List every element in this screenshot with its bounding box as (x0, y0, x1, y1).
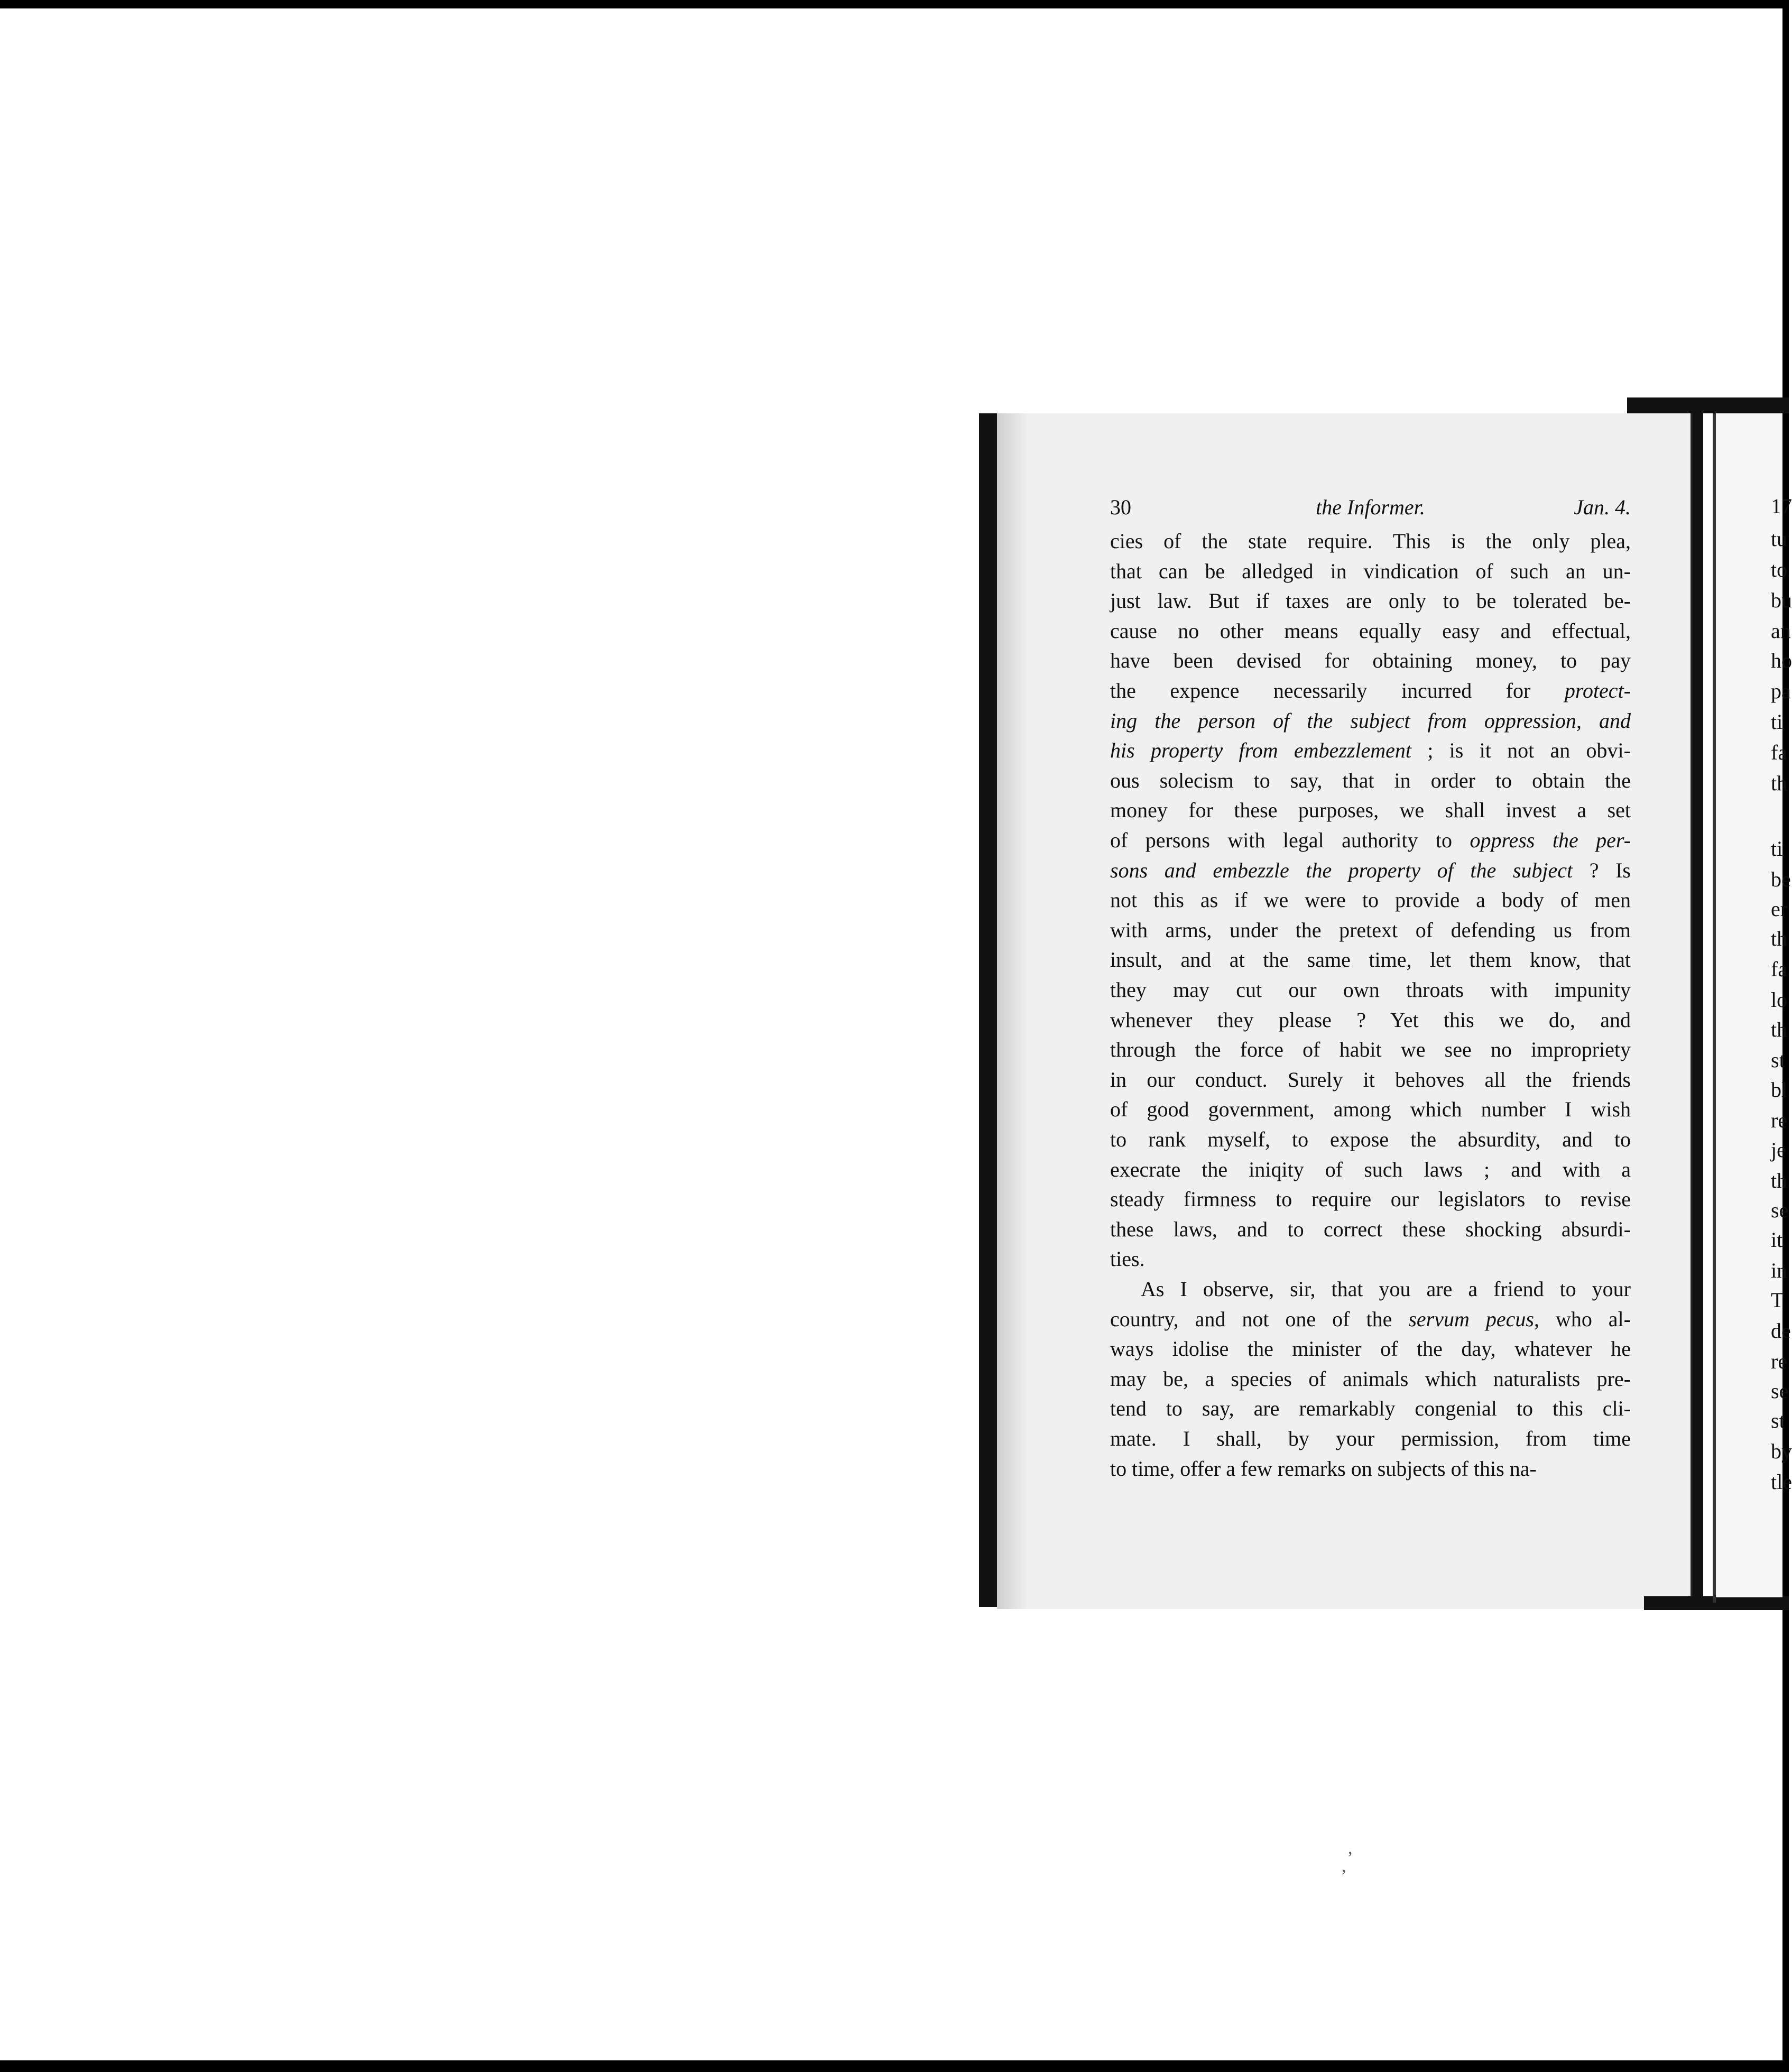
text-line: insult, and at the same time, let them know, that (1110, 948, 1631, 972)
text-line: that can be alledged in vindication of such an un- (1110, 559, 1631, 583)
right-page-bottom-edge (1644, 1596, 1789, 1610)
right-page-line-fragment: an (1771, 619, 1791, 643)
running-title: the Informer. (1316, 495, 1425, 519)
text-line: through the force of habit we see no impropriety (1110, 1038, 1631, 1062)
text-line: cies of the state require. This is the only plea, (1110, 529, 1631, 553)
scan-speck: , (1342, 1856, 1346, 1876)
text-line: may be, a species of animals which naturalists pre- (1110, 1366, 1631, 1391)
text-line: tend to say, are remarkably congenial to this cli- (1110, 1396, 1631, 1421)
text-line: just law. But if taxes are only to be tolerated be- (1110, 589, 1631, 613)
text-line: ous solecism to say, that in order to obtain the (1110, 768, 1631, 792)
right-page-line-fragment: to (1771, 558, 1788, 581)
right-page-line-fragment: by (1771, 1439, 1792, 1463)
text-line: not this as if we were to provide a body of men (1110, 888, 1631, 912)
scan-speck: , (1348, 1838, 1353, 1858)
text-line: country, and not one of the servum pecus, who al- (1110, 1307, 1631, 1331)
page-number: 30 (1110, 495, 1131, 519)
right-page-line-fragment: ho (1771, 649, 1792, 672)
text-line: execrate the iniqity of such laws ; and with a (1110, 1157, 1631, 1181)
text-line: ing the person of the subject from oppression, and (1110, 708, 1631, 733)
text-line: sons and embezzle the property of the subject ? Is (1110, 858, 1631, 882)
right-page-line-fragment: er (1771, 897, 1788, 921)
right-page-line-fragment: th (1771, 927, 1788, 950)
text-line: to time, offer a few remarks on subjects of this na- (1110, 1456, 1537, 1481)
text-line: ties. (1110, 1247, 1145, 1271)
right-page-line-fragment: bl (1771, 1078, 1788, 1102)
scan-frame-top (0, 0, 1789, 8)
book-spine-left (979, 413, 997, 1607)
text-line: steady firmness to require our legislators to revise (1110, 1187, 1631, 1211)
right-page-line-fragment: lo (1771, 988, 1788, 1012)
text-line: these laws, and to correct these shocking absurdi- (1110, 1217, 1631, 1241)
scan-frame-bottom (0, 2060, 1789, 2072)
right-page-line-fragment: re (1771, 1108, 1788, 1132)
text-line: As I observe, sir, that you are a friend to your (1141, 1277, 1631, 1301)
right-page-line-fragment: be (1771, 867, 1791, 891)
right-page-line-fragment: fa (1771, 957, 1788, 981)
text-line: with arms, under the pretext of defending us from (1110, 918, 1631, 942)
text-line: they may cut our own throats with impunity (1110, 978, 1631, 1002)
right-page-line-fragment: 17 (1771, 494, 1792, 518)
right-page-line-fragment: pa (1771, 679, 1791, 703)
right-page-line-fragment: de (1771, 1319, 1791, 1343)
left-page-gutter-shadow (997, 413, 1029, 1609)
text-line: money for these purposes, we shall invest a set (1110, 798, 1631, 822)
right-page-line-fragment: ti (1771, 710, 1783, 734)
right-page-line-fragment: se (1771, 1198, 1789, 1222)
text-line: of persons with legal authority to oppress the per- (1110, 828, 1631, 852)
right-page-line-fragment: je (1771, 1138, 1786, 1162)
text-line: whenever they please ? Yet this we do, and (1110, 1007, 1631, 1032)
right-page-line-fragment: se (1771, 1379, 1789, 1403)
issue-date: Jan. 4. (1574, 495, 1631, 519)
right-page-line-fragment: st (1771, 1409, 1785, 1432)
right-page-line-fragment: th (1771, 1169, 1788, 1192)
text-line: to rank myself, to expose the absurdity, and to (1110, 1127, 1631, 1151)
right-page-line-fragment: th (1771, 771, 1788, 795)
text-line: of good government, among which number I wish (1110, 1097, 1631, 1122)
text-line: the expence necessarily incurred for protect- (1110, 679, 1631, 702)
right-page-line-fragment: st (1771, 1048, 1785, 1072)
right-page-line-fragment: tu (1771, 527, 1788, 551)
right-page-top-edge (1627, 397, 1789, 413)
right-page-line-fragment: bu (1771, 588, 1792, 612)
right-page-line-fragment: fa (1771, 741, 1788, 764)
right-page-line-fragment: in (1771, 1259, 1788, 1282)
right-page-line-fragment: it (1771, 1228, 1783, 1252)
text-line: his property from embezzlement ; is it not an obvi- (1110, 738, 1631, 763)
right-page-line-fragment: th (1771, 1018, 1788, 1041)
text-line: mate. I shall, by your permission, from time (1110, 1427, 1631, 1450)
right-page-line-fragment: T (1771, 1288, 1784, 1312)
right-page-line-fragment: re (1771, 1349, 1788, 1373)
page-header (1110, 495, 1631, 526)
text-line: ways idolise the minister of the day, whatever he (1110, 1337, 1631, 1361)
text-line: have been devised for obtaining money, to pay (1110, 649, 1631, 673)
right-page-line-fragment: ti (1771, 837, 1783, 861)
text-line: in our conduct. Surely it behoves all the friends (1110, 1067, 1631, 1092)
right-page-line-fragment: tle (1771, 1470, 1792, 1494)
right-page-binding (1693, 412, 1703, 1602)
text-line: cause no other means equally easy and effectual, (1110, 618, 1631, 643)
